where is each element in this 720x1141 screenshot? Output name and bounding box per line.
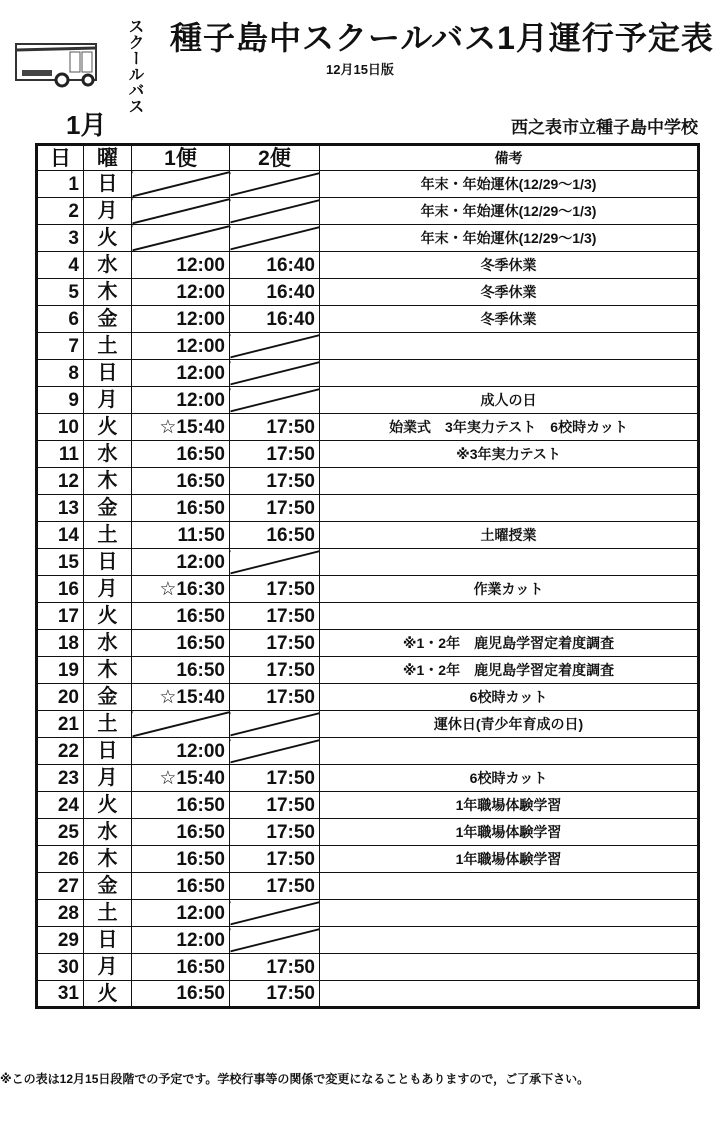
note-cell: 年末・年始運休(12/29～1/3) bbox=[320, 171, 699, 198]
weekday-cell: 火 bbox=[84, 603, 132, 630]
table-row bbox=[37, 495, 699, 522]
weekday-cell: 日 bbox=[84, 171, 132, 198]
note-cell: ※1・2年 鹿児島学習定着度調査 bbox=[320, 630, 699, 657]
day-cell: 4 bbox=[37, 252, 84, 279]
day-cell: 2 bbox=[37, 198, 84, 225]
table-row bbox=[37, 738, 699, 765]
weekday-cell: 月 bbox=[84, 576, 132, 603]
trip1-time-cell: 16:50 bbox=[132, 981, 230, 1008]
trip1-time-cell: 12:00 bbox=[132, 738, 230, 765]
note-cell bbox=[320, 873, 699, 900]
no-service-slash bbox=[230, 927, 320, 954]
weekday-cell: 火 bbox=[84, 414, 132, 441]
no-service-slash bbox=[132, 711, 230, 738]
weekday-cell: 月 bbox=[84, 765, 132, 792]
table-row bbox=[37, 630, 699, 657]
day-cell: 8 bbox=[37, 360, 84, 387]
weekday-cell: 月 bbox=[84, 387, 132, 414]
note-cell: 運休日(青少年育成の日) bbox=[320, 711, 699, 738]
table-row bbox=[37, 846, 699, 873]
note-cell: ※1・2年 鹿児島学習定着度調査 bbox=[320, 657, 699, 684]
vertical-label: スクールバス bbox=[126, 18, 143, 114]
day-cell: 31 bbox=[37, 981, 84, 1008]
trip2-time-cell: 17:50 bbox=[230, 765, 320, 792]
table-row bbox=[37, 792, 699, 819]
table-row bbox=[37, 549, 699, 576]
note-cell bbox=[320, 333, 699, 360]
table-row bbox=[37, 387, 699, 414]
weekday-cell: 土 bbox=[84, 711, 132, 738]
note-cell bbox=[320, 468, 699, 495]
note-cell: 1年職場体験学習 bbox=[320, 819, 699, 846]
column-header-notes: 備考 bbox=[320, 145, 699, 171]
trip1-time-cell: 12:00 bbox=[132, 333, 230, 360]
table-row bbox=[37, 873, 699, 900]
table-row bbox=[37, 954, 699, 981]
day-cell: 23 bbox=[37, 765, 84, 792]
weekday-cell: 日 bbox=[84, 927, 132, 954]
column-header-day: 日 bbox=[37, 145, 84, 171]
no-service-slash bbox=[132, 225, 230, 252]
note-cell bbox=[320, 603, 699, 630]
no-service-slash bbox=[132, 171, 230, 198]
school-name: 西之表市立種子島中学校 bbox=[511, 118, 698, 137]
day-cell: 1 bbox=[37, 171, 84, 198]
day-cell: 25 bbox=[37, 819, 84, 846]
note-cell: 1年職場体験学習 bbox=[320, 846, 699, 873]
weekday-cell: 金 bbox=[84, 873, 132, 900]
table-row bbox=[37, 171, 699, 198]
weekday-cell: 土 bbox=[84, 333, 132, 360]
note-cell: 冬季休業 bbox=[320, 252, 699, 279]
weekday-cell: 土 bbox=[84, 900, 132, 927]
day-cell: 9 bbox=[37, 387, 84, 414]
note-cell: 6校時カット bbox=[320, 765, 699, 792]
trip1-time-cell: 12:00 bbox=[132, 360, 230, 387]
note-cell: 冬季休業 bbox=[320, 306, 699, 333]
table-row bbox=[37, 468, 699, 495]
bus-icon bbox=[12, 38, 108, 88]
table-row bbox=[37, 765, 699, 792]
column-header-trip2: 2便 bbox=[230, 145, 320, 171]
note-cell: 土曜授業 bbox=[320, 522, 699, 549]
trip2-time-cell: 17:50 bbox=[230, 981, 320, 1008]
trip1-time-cell: 16:50 bbox=[132, 603, 230, 630]
weekday-cell: 木 bbox=[84, 468, 132, 495]
weekday-cell: 月 bbox=[84, 198, 132, 225]
column-header-trip1: 1便 bbox=[132, 145, 230, 171]
note-cell: 年末・年始運休(12/29～1/3) bbox=[320, 198, 699, 225]
day-cell: 21 bbox=[37, 711, 84, 738]
day-cell: 16 bbox=[37, 576, 84, 603]
day-cell: 3 bbox=[37, 225, 84, 252]
no-service-slash bbox=[230, 387, 320, 414]
table-row bbox=[37, 306, 699, 333]
trip1-time-cell: 16:50 bbox=[132, 873, 230, 900]
trip1-time-cell: 16:50 bbox=[132, 954, 230, 981]
trip1-time-cell: 16:50 bbox=[132, 657, 230, 684]
note-cell: 成人の日 bbox=[320, 387, 699, 414]
trip2-time-cell: 16:40 bbox=[230, 252, 320, 279]
no-service-slash bbox=[230, 171, 320, 198]
table-row bbox=[37, 360, 699, 387]
trip2-time-cell: 17:50 bbox=[230, 414, 320, 441]
day-cell: 29 bbox=[37, 927, 84, 954]
table-row bbox=[37, 603, 699, 630]
day-cell: 10 bbox=[37, 414, 84, 441]
trip2-time-cell: 16:40 bbox=[230, 279, 320, 306]
table-row bbox=[37, 252, 699, 279]
weekday-cell: 木 bbox=[84, 657, 132, 684]
note-cell: ※3年実力テスト bbox=[320, 441, 699, 468]
weekday-cell: 木 bbox=[84, 846, 132, 873]
month-label: 1月 bbox=[66, 110, 107, 140]
table-row bbox=[37, 198, 699, 225]
day-cell: 5 bbox=[37, 279, 84, 306]
trip1-time-cell: ☆15:40 bbox=[132, 684, 230, 711]
table-row bbox=[37, 225, 699, 252]
day-cell: 15 bbox=[37, 549, 84, 576]
weekday-cell: 水 bbox=[84, 819, 132, 846]
trip1-time-cell: 11:50 bbox=[132, 522, 230, 549]
trip1-time-cell: 16:50 bbox=[132, 846, 230, 873]
day-cell: 24 bbox=[37, 792, 84, 819]
edition-label: 12月15日版 bbox=[326, 62, 394, 77]
trip1-time-cell: 16:50 bbox=[132, 819, 230, 846]
table-row bbox=[37, 657, 699, 684]
weekday-cell: 金 bbox=[84, 306, 132, 333]
table-row bbox=[37, 711, 699, 738]
note-cell bbox=[320, 954, 699, 981]
no-service-slash bbox=[132, 198, 230, 225]
trip2-time-cell: 17:50 bbox=[230, 630, 320, 657]
no-service-slash bbox=[230, 900, 320, 927]
trip1-time-cell: ☆16:30 bbox=[132, 576, 230, 603]
trip1-time-cell: 16:50 bbox=[132, 792, 230, 819]
trip2-time-cell: 17:50 bbox=[230, 819, 320, 846]
trip1-time-cell: 12:00 bbox=[132, 252, 230, 279]
no-service-slash bbox=[230, 198, 320, 225]
day-cell: 22 bbox=[37, 738, 84, 765]
table-row bbox=[37, 981, 699, 1008]
weekday-cell: 日 bbox=[84, 549, 132, 576]
trip1-time-cell: 12:00 bbox=[132, 387, 230, 414]
note-cell bbox=[320, 927, 699, 954]
trip2-time-cell: 17:50 bbox=[230, 873, 320, 900]
table-row bbox=[37, 900, 699, 927]
table-row bbox=[37, 441, 699, 468]
note-cell bbox=[320, 495, 699, 522]
weekday-cell: 火 bbox=[84, 981, 132, 1008]
day-cell: 7 bbox=[37, 333, 84, 360]
weekday-cell: 日 bbox=[84, 360, 132, 387]
weekday-cell: 木 bbox=[84, 279, 132, 306]
weekday-cell: 日 bbox=[84, 738, 132, 765]
trip1-time-cell: 16:50 bbox=[132, 441, 230, 468]
day-cell: 11 bbox=[37, 441, 84, 468]
day-cell: 26 bbox=[37, 846, 84, 873]
weekday-cell: 水 bbox=[84, 630, 132, 657]
weekday-cell: 水 bbox=[84, 252, 132, 279]
day-cell: 18 bbox=[37, 630, 84, 657]
footer-note: ※この表は12月15日段階での予定です。学校行事等の関係で変更になることもありますので，ご了承下さい。 bbox=[0, 1072, 590, 1086]
page-title: 種子島中スクールバス1月運行予定表 bbox=[170, 20, 714, 56]
day-cell: 19 bbox=[37, 657, 84, 684]
day-cell: 14 bbox=[37, 522, 84, 549]
trip1-time-cell: 12:00 bbox=[132, 306, 230, 333]
no-service-slash bbox=[230, 225, 320, 252]
trip1-time-cell: 12:00 bbox=[132, 927, 230, 954]
table-header-row bbox=[37, 145, 699, 171]
trip2-time-cell: 17:50 bbox=[230, 846, 320, 873]
trip2-time-cell: 17:50 bbox=[230, 603, 320, 630]
trip1-time-cell: 16:50 bbox=[132, 468, 230, 495]
trip1-time-cell: 16:50 bbox=[132, 495, 230, 522]
weekday-cell: 土 bbox=[84, 522, 132, 549]
note-cell bbox=[320, 360, 699, 387]
table-row bbox=[37, 576, 699, 603]
note-cell: 作業カット bbox=[320, 576, 699, 603]
day-cell: 17 bbox=[37, 603, 84, 630]
trip1-time-cell: ☆15:40 bbox=[132, 414, 230, 441]
table-row bbox=[37, 522, 699, 549]
trip1-time-cell: 12:00 bbox=[132, 279, 230, 306]
note-cell: 冬季休業 bbox=[320, 279, 699, 306]
day-cell: 13 bbox=[37, 495, 84, 522]
trip2-time-cell: 17:50 bbox=[230, 792, 320, 819]
trip2-time-cell: 17:50 bbox=[230, 954, 320, 981]
weekday-cell: 火 bbox=[84, 792, 132, 819]
note-cell bbox=[320, 981, 699, 1008]
schedule-table bbox=[35, 143, 700, 1009]
note-cell bbox=[320, 900, 699, 927]
day-cell: 27 bbox=[37, 873, 84, 900]
no-service-slash bbox=[230, 549, 320, 576]
trip2-time-cell: 17:50 bbox=[230, 495, 320, 522]
note-cell: 始業式 3年実力テスト 6校時カット bbox=[320, 414, 699, 441]
no-service-slash bbox=[230, 711, 320, 738]
day-cell: 20 bbox=[37, 684, 84, 711]
table-row bbox=[37, 414, 699, 441]
note-cell bbox=[320, 549, 699, 576]
weekday-cell: 水 bbox=[84, 441, 132, 468]
note-cell: 1年職場体験学習 bbox=[320, 792, 699, 819]
weekday-cell: 火 bbox=[84, 225, 132, 252]
trip1-time-cell: 16:50 bbox=[132, 630, 230, 657]
trip1-time-cell: 12:00 bbox=[132, 900, 230, 927]
day-cell: 6 bbox=[37, 306, 84, 333]
column-header-weekday: 曜 bbox=[84, 145, 132, 171]
table-row bbox=[37, 333, 699, 360]
table-row bbox=[37, 279, 699, 306]
weekday-cell: 金 bbox=[84, 684, 132, 711]
trip2-time-cell: 17:50 bbox=[230, 576, 320, 603]
weekday-cell: 金 bbox=[84, 495, 132, 522]
trip1-time-cell: 12:00 bbox=[132, 549, 230, 576]
trip2-time-cell: 17:50 bbox=[230, 468, 320, 495]
day-cell: 28 bbox=[37, 900, 84, 927]
trip2-time-cell: 17:50 bbox=[230, 684, 320, 711]
note-cell: 6校時カット bbox=[320, 684, 699, 711]
trip1-time-cell: ☆15:40 bbox=[132, 765, 230, 792]
table-row bbox=[37, 684, 699, 711]
trip2-time-cell: 16:50 bbox=[230, 522, 320, 549]
no-service-slash bbox=[230, 738, 320, 765]
trip2-time-cell: 17:50 bbox=[230, 657, 320, 684]
note-cell bbox=[320, 738, 699, 765]
table-row bbox=[37, 927, 699, 954]
day-cell: 30 bbox=[37, 954, 84, 981]
weekday-cell: 月 bbox=[84, 954, 132, 981]
note-cell: 年末・年始運休(12/29～1/3) bbox=[320, 225, 699, 252]
trip2-time-cell: 16:40 bbox=[230, 306, 320, 333]
table-row bbox=[37, 819, 699, 846]
no-service-slash bbox=[230, 333, 320, 360]
trip2-time-cell: 17:50 bbox=[230, 441, 320, 468]
no-service-slash bbox=[230, 360, 320, 387]
day-cell: 12 bbox=[37, 468, 84, 495]
